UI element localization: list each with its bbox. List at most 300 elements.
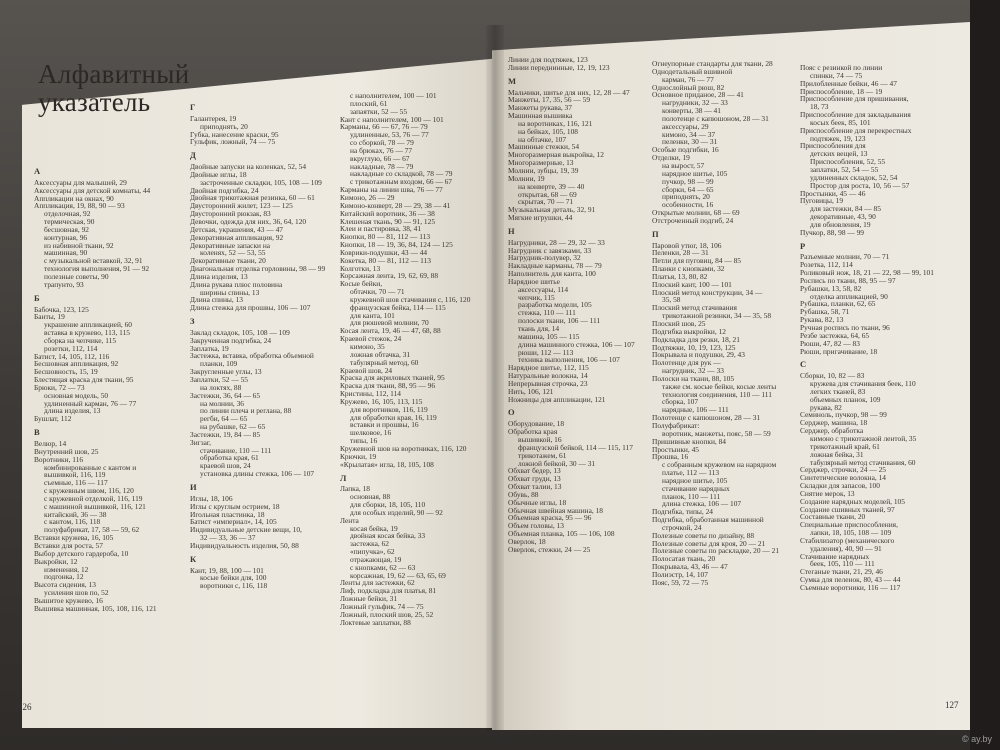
index-letter-heading: Д [190, 150, 196, 161]
index-entry: на обтачке, 107 [518, 134, 567, 144]
index-entry: воротник, манжеты, пояс, 58 — 59 [662, 428, 771, 438]
index-entry: Аппликация, 19, 88, 90 — 93 [34, 201, 125, 211]
index-entry: полезные советы, 90 [44, 271, 109, 281]
index-entry: нагрудник, 32 — 33 [662, 366, 724, 376]
index-entry: Локтевые заплатки, 88 [340, 617, 411, 627]
index-entry: карман, 76 — 77 [662, 74, 714, 84]
index-entry: пучкор, 98 — 99 [662, 176, 714, 186]
index-entry: полотенце с капюшоном, 28 — 31 [662, 113, 769, 123]
index-entry: Бабочка, 123, 125 [34, 304, 89, 314]
index-entry: Карманы, 66 — 67, 76 — 79 [340, 122, 428, 132]
index-entry: Приспособление, 18 — 19 [800, 86, 883, 96]
index-entry: Вышитое кружево, 16 [34, 595, 103, 605]
index-entry: Стабилизатор (механического [800, 535, 895, 545]
index-entry: косая бейка, 19 [350, 523, 398, 533]
index-entry: трикотажем, 61 [518, 450, 567, 460]
index-entry: Краевой шов, 24 [340, 365, 393, 375]
index-entry: аксессуары, 29 [662, 121, 709, 131]
index-entry: с кнопками, 62 — 63 [350, 562, 416, 572]
index-entry: Двусторонний рюкзак, 83 [190, 209, 271, 219]
index-entry: Двойная подгибка, 24 [190, 185, 259, 195]
index-entry: декоративные, 43, 90 [810, 212, 876, 222]
index-entry: Длина спины, 13 [190, 295, 243, 305]
index-entry: Нарядное шитье, 112, 115 [508, 363, 589, 373]
index-entry: Непрерывная строчка, 23 [508, 378, 588, 388]
index-entry: чепчик, 115 [518, 292, 555, 302]
right-page-number: 127 [945, 700, 959, 710]
index-entry: Полиэстр, 14, 107 [652, 570, 708, 579]
index-entry: Кристины, 112, 114 [340, 389, 401, 399]
index-entry: Вставки кружева, 16, 105 [34, 533, 114, 543]
index-entry: Объем головы, 13 [508, 521, 564, 531]
index-entry: Огнеупорные стандарты для ткани, 28 [652, 59, 773, 68]
index-entry: рукава, 82 [810, 402, 842, 412]
index-entry: застроченные складки, 105, 108 — 109 [200, 177, 322, 187]
index-entry: Платья, 13, 80, 82 [652, 271, 708, 281]
index-entry: для обновления, 19 [810, 219, 871, 229]
index-entry: длина стежка, 106 — 107 [662, 499, 742, 509]
index-entry: разработка модели, 105 [518, 300, 592, 310]
index-entry: длина машинного стежка, 106 — 107 [518, 339, 635, 349]
index-entry: Машинные стежки, 54 [508, 142, 580, 152]
index-entry: обтачки, 70 — 71 [350, 287, 405, 297]
index-entry: Нагрудники, 28 — 29, 32 — 33 [508, 237, 605, 247]
index-entry: Застежки, 36, 64 — 65 [190, 390, 261, 400]
index-entry: Отделки, 19 [652, 153, 690, 163]
index-entry: ткань для, 14 [518, 324, 560, 333]
index-entry: на конверте, 39 — 40 [518, 181, 585, 191]
index-entry: ложная обтачка, 31 [350, 349, 411, 359]
index-entry: Рубашки, 13, 58, 82 [800, 283, 862, 293]
index-entry: Манжеты рукава, 37 [508, 103, 572, 113]
index-entry: планок, 110 — 111 [662, 491, 721, 501]
index-entry: Пояс, 59, 72 — 75 [652, 577, 709, 587]
index-entry: трапунто, 93 [44, 279, 84, 289]
index-entry: Петли для пуговиц, 84 — 85 [652, 256, 742, 266]
index-entry: кимоно, 35 [350, 342, 385, 351]
index-entry: французская бейка, 114 — 115 [350, 302, 446, 312]
index-entry: Полуфабрикат: [652, 420, 700, 430]
index-entry: Манжеты, 17, 35, 56 — 59 [508, 95, 591, 105]
index-entry: Обычные иглы, 18 [508, 497, 567, 507]
book-cover-edge [970, 0, 1000, 750]
index-entry: полуфабрикат, 17, 58 — 59, 62 [44, 525, 140, 535]
index-entry: Кимоно-конверт, 28 — 29, 38 — 41 [340, 200, 451, 210]
index-entry: Разъемные молнии, 70 — 71 [800, 252, 890, 262]
index-entry: Съемные воротники, 116 — 117 [800, 583, 901, 592]
index-entry: Индивидуальность изделия, 50, 88 [190, 540, 299, 550]
index-entry: Зигзаг, [190, 437, 211, 447]
index-entry: Клеи и пастировка, 38, 41 [340, 224, 422, 234]
index-entry: регби, 64 — 65 [200, 414, 248, 424]
index-column-3 [340, 92, 490, 627]
index-entry: Оборудование, 18 [508, 419, 565, 429]
index-entry: Кнопки, 80 — 81, 112 — 113 [340, 232, 431, 242]
index-entry: Многоразмерная выкройка, 12 [508, 150, 604, 160]
index-entry: Составные ткани, 20 [800, 512, 866, 522]
index-entry: Мальчики, шитье для них, 12, 28 — 47 [508, 87, 630, 97]
index-entry: Подгибка, типы, 24 [652, 507, 713, 517]
index-entry: нарядное шитье, 105 [662, 168, 728, 178]
index-entry: Игольная пластинка, 18 [190, 509, 265, 519]
index-entry: Застежка, вставка, обработка объемной [190, 351, 314, 361]
index-entry: трикотажной резинки, 34 — 35, 58 [662, 311, 772, 321]
index-entry: Полотенце с капюшоном, 28 — 31 [652, 413, 761, 423]
index-entry: Кружевной шов на воротниках, 116, 120 [340, 443, 467, 453]
index-letter-heading: К [190, 553, 197, 564]
index-entry: стачивание нарядных [662, 483, 730, 493]
index-letter-heading: П [652, 228, 659, 239]
index-entry: Полезные советы по раскладке, 20 — 21 [652, 546, 780, 556]
index-entry: Складки для запасов, 100 [800, 481, 880, 491]
index-entry: на вырост, 57 [662, 160, 705, 170]
index-entry: Наполнитель для канта, 100 [508, 269, 596, 279]
index-entry: с трикотажным входом, 66 — 67 [350, 177, 453, 187]
index-entry: на воротниках, 116, 121 [518, 118, 593, 128]
index-entry: косые бейки для, 100 [200, 573, 267, 583]
index-entry: Плоский шов, 25 [652, 319, 706, 328]
index-entry: Сборки, 10, 82 — 83 [800, 371, 865, 381]
index-entry: машина, 105 — 115 [518, 331, 580, 341]
index-entry: Оверлок, 18 [508, 536, 546, 546]
index-entry: Нагрудник-полувер, 32 [508, 253, 581, 263]
index-entry: Серджер, обработка [800, 426, 864, 436]
index-entry: краевой шов, 24 [200, 461, 251, 471]
index-letter-heading: И [190, 481, 197, 492]
index-entry: коленях, 52 — 53, 55 [200, 248, 266, 258]
index-entry: сборка, 107 [662, 397, 699, 407]
index-entry: спинки, 74 — 75 [810, 70, 863, 80]
index-entry: 18, 73 [810, 102, 829, 112]
index-entry: Иглы, 18, 106 [190, 493, 233, 503]
index-entry: для рюшевой молнии, 70 [350, 318, 429, 328]
index-entry: длина изделия, 13 [44, 406, 101, 416]
index-entry: Приспособления, 52, 55 [810, 157, 886, 167]
index-entry: Снятие мерок, 13 [800, 488, 855, 498]
index-entry: плоский, 61 [350, 98, 388, 108]
index-entry: Плоский метод конструкции, 34 — [652, 287, 763, 297]
index-entry: пеленки, 30 — 31 [662, 137, 718, 147]
index-entry: планки, 109 [200, 359, 238, 369]
index-entry: отделка аппликацией, 90 [810, 291, 888, 301]
index-entry: двойная косая бейка, 33 [350, 531, 426, 541]
index-column-1 [34, 162, 184, 613]
index-column-4 [508, 56, 648, 554]
index-entry: Подгибка выкройки, 12 [652, 326, 726, 336]
index-entry: украшение аппликацией, 60 [44, 320, 132, 330]
index-entry: приподнять, 20 [200, 121, 248, 131]
index-entry: Нить, 106, 121 [508, 386, 554, 396]
index-entry: Прилобленные бейки, 46 — 47 [800, 78, 897, 88]
index-entry: Полезные советы по дизайну, 88 [652, 530, 755, 540]
index-entry: с собранным кружевом на нарядном [662, 460, 777, 470]
index-entry: Двойные запуски на коленках, 52, 54 [190, 162, 307, 172]
index-entry: Китайский воротник, 36 — 38 [340, 208, 435, 218]
index-entry: Ручная роспись по ткани, 96 [800, 323, 890, 332]
index-entry: детских вещей, 13 [810, 149, 868, 159]
index-entry: Заплатка, 19 [190, 343, 229, 353]
index-entry: ложной бейкой, 30 — 31 [518, 458, 596, 468]
index-entry: Брюки, 72 — 73 [34, 382, 85, 392]
index-entry: с кружевным швом, 116, 120 [44, 486, 134, 496]
index-entry: Длина стежка для прошвы, 106 — 107 [190, 303, 311, 313]
index-entry: Губка, нанесение краски, 95 [190, 129, 279, 139]
index-entry: контурная, 96 [44, 232, 88, 242]
index-entry: Покрывала, 43, 46 — 47 [652, 562, 728, 572]
index-entry: подгонка, 12 [44, 572, 84, 582]
left-page-number: 126 [18, 702, 32, 712]
index-entry: Декоративные запаски на [190, 240, 271, 250]
index-entry: Двойная трикотажная резинка, 60 — 61 [190, 193, 315, 203]
index-entry: легких тканей, 83 [810, 386, 866, 396]
index-entry: из набивной ткани, 92 [44, 240, 114, 250]
index-entry: «пипучка», 62 [350, 547, 395, 557]
index-entry: Открытые молнии, 68 — 69 [652, 208, 740, 218]
index-entry: Коврики-подушки, 43 — 44 [340, 247, 428, 257]
index-entry: Простынки, 45 [652, 444, 699, 454]
index-entry: Кнопки, 18 — 19, 36, 84, 124 — 125 [340, 240, 453, 250]
index-column-2 [190, 98, 340, 590]
index-entry: Специальные приспособления, [800, 520, 898, 530]
index-entry: изменения, 12 [44, 564, 89, 574]
index-entry: термическая, 90 [44, 217, 95, 227]
index-entry: Создание нарядных моделей, 105 [800, 496, 905, 506]
index-entry: вставка в кружево, 113, 115 [44, 328, 130, 338]
index-entry: табулярный метод, 60 [350, 357, 419, 367]
index-entry: Полоски на ткани, 88, 105 [652, 373, 735, 383]
index-entry: лапки, 18, 105, 108 — 109 [810, 528, 892, 538]
index-entry: Закругленные углы, 13 [190, 367, 262, 377]
index-entry: Краевой стежок, 24 [340, 334, 402, 344]
index-entry: Рубашка, планки, 62, 65 [800, 299, 876, 309]
index-entry: Однодетальный вшивной [652, 66, 733, 76]
index-entry: Однослойный рюш, 82 [652, 82, 725, 92]
index-entry: Батист «империал», 14, 105 [190, 517, 277, 527]
index-entry: Колготки, 13 [340, 263, 381, 273]
index-entry: вышивкой, 16 [518, 434, 562, 444]
index-entry: Батист, 14, 105, 112, 116 [34, 351, 110, 361]
index-entry: Обычная швейная машина, 18 [508, 505, 603, 515]
index-entry: Приспособления для [800, 141, 866, 151]
index-letter-heading: Н [508, 225, 515, 236]
index-entry: французской бейкой, 114 — 115, 117 [518, 442, 633, 452]
index-entry: Стеганые ткани, 21, 29, 46 [800, 567, 883, 577]
index-entry: трикотажный край, 61 [810, 441, 880, 451]
index-entry: Мягкие игрушки, 44 [508, 213, 573, 223]
index-entry: Блестящая краска для ткани, 95 [34, 375, 134, 385]
index-entry: Машинная вышивка [508, 111, 573, 121]
index-entry: Рубашка, 58, 71 [800, 307, 850, 317]
index-entry: Иглы с круглым острием, 18 [190, 501, 280, 511]
index-entry: Нарядное шитье [508, 276, 560, 286]
index-letter-heading: В [34, 427, 40, 438]
index-entry: кимоно с трикотажной лентой, 35 [810, 433, 917, 443]
index-entry: сборки, 64 — 65 [662, 184, 714, 194]
index-entry: заплатки, 52, 54 — 55 [810, 164, 879, 174]
index-entry: Лиф, подкладка для платья, 81 [340, 586, 437, 596]
index-entry: Кант, 19, 88, 100 — 101 [190, 565, 264, 575]
index-entry: Кокетка, 80 — 81, 112 — 113 [340, 255, 431, 265]
index-entry: с музыкальной вставкой, 32, 91 [44, 256, 143, 266]
index-entry: Гульфик, ложный, 74 — 75 [190, 137, 276, 147]
index-entry: Семиноль, пучкор, 98 — 99 [800, 410, 887, 420]
index-entry: скрытая, 70 — 71 [518, 197, 574, 207]
index-entry: застежка, 62 [350, 539, 389, 549]
index-entry: рюши, 112 — 113 [518, 347, 574, 357]
index-entry: Обувь, 88 [508, 489, 539, 499]
index-entry: запаятки, 52 — 55 [350, 106, 408, 116]
index-entry: отделочная, 92 [44, 209, 91, 219]
index-letter-heading: С [800, 359, 807, 370]
index-entry: Линии для подтяжек, 123 [508, 55, 588, 64]
index-entry: Девочки, одежда для них, 36, 64, 120 [190, 216, 307, 226]
index-entry: корсажная, 19, 62 — 63, 65, 69 [350, 570, 446, 580]
index-entry: нарядное шитье, 105 [662, 475, 728, 485]
index-entry: аксессуары, 114 [518, 284, 569, 294]
index-entry: стачивание, 110 — 111 [200, 445, 272, 455]
index-entry: Простор для роста, 10, 56 — 57 [810, 180, 910, 190]
index-entry: на брюках, 76 — 77 [350, 145, 413, 155]
index-entry: Линии переднинные, 12, 19, 123 [508, 62, 610, 72]
index-entry: Оверлок, стежки, 24 — 25 [508, 544, 591, 554]
index-entry: Бесшовность, 15, 19 [34, 367, 98, 377]
index-entry: вышивкой, 116, 119 [44, 470, 106, 480]
index-entry: Подгибка, обработанная машинной [652, 515, 764, 525]
index-entry: Аппликации на окнах, 90 [34, 193, 114, 203]
index-entry: типы, 16 [350, 436, 378, 446]
index-entry: для сборки, 18, 105, 110 [350, 500, 426, 510]
index-entry: Музыкальная деталь, 32, 91 [508, 205, 596, 215]
index-letter-heading: Г [190, 102, 196, 112]
index-entry: Индивидуальные детские вещи, 10, [190, 525, 302, 535]
index-entry: Молнии, зубцы, 19, 39 [508, 165, 579, 175]
index-entry: Сумка для пеленок, 80, 43 — 44 [800, 575, 901, 585]
index-letter-heading: М [508, 75, 517, 86]
index-entry: Объемная планка, 105 — 106, 108 [508, 529, 615, 539]
index-entry: Пучкор, 88, 98 — 99 [800, 227, 865, 237]
index-entry: ширины спины, 13 [200, 287, 260, 297]
index-entry: Резбе застежка, 64, 65 [800, 330, 870, 340]
index-column-6 [800, 64, 955, 592]
index-entry: на рубашке, 62 — 65 [200, 422, 266, 432]
index-entry: Карманы на линии шва, 76 — 77 [340, 185, 443, 195]
index-entry: Полосатая ткань, 20 [652, 554, 716, 564]
index-letter-heading: З [190, 316, 195, 327]
index-entry: Бушлат, 112 [34, 414, 72, 424]
index-entry: Рюши, 47, 82 — 83 [800, 338, 860, 348]
index-entry: Планки с кнопками, 32 [652, 264, 725, 274]
index-entry: Обработка края [508, 427, 558, 437]
index-entry: Заплатки, 52 — 55 [190, 375, 248, 384]
index-entry: стежка, 110 — 111 [518, 308, 576, 318]
index-entry: Аксессуары для малышей, 29 [34, 177, 127, 187]
title-line-1: Алфавитный [38, 59, 190, 89]
index-entry: по линии плеча и реглана, 88 [200, 406, 292, 416]
index-entry: 32 — 33, 36 — 37 [200, 533, 256, 543]
index-entry: также см. косые бейки, косые ленты [662, 381, 777, 391]
index-entry: Подтяжки, 10, 19, 123, 125 [652, 342, 736, 352]
index-entry: беек, 105, 110 — 111 [810, 559, 875, 569]
index-entry: на молнии, 36 [200, 398, 244, 408]
index-entry: Многоразмерные, 13 [508, 158, 574, 168]
index-entry: Приспособление для закладывания [800, 110, 911, 120]
index-letter-heading: О [508, 407, 515, 418]
index-entry: Банты, 19 [34, 312, 65, 322]
index-column-5 [652, 60, 802, 587]
index-entry: Обхват груди, 13 [508, 474, 561, 484]
index-entry: с кантом, 116, 118 [44, 517, 101, 527]
index-entry: «Крылатая» игла, 18, 105, 108 [340, 459, 434, 469]
index-entry: ложная бейка, 31 [810, 449, 864, 459]
index-entry: накладные со складкой, 78 — 79 [350, 169, 453, 179]
index-entry: удлиненных складок, 52, 54 [810, 172, 898, 182]
index-entry: Двойные иглы, 18 [190, 169, 247, 179]
index-entry: Нагрудник с завязками, 33 [508, 245, 592, 255]
index-entry: Детская, украшения, 43 — 47 [190, 224, 283, 234]
index-entry: шелковое, 16 [350, 428, 392, 438]
index-entry: Простынки, 45 — 46 [800, 188, 866, 198]
index-entry: Двусторонний жилет, 123 — 125 [190, 201, 293, 211]
index-entry: Клешеная ткань, 90 — 91, 125 [340, 216, 436, 226]
index-entry: Рукава, 82, 13 [800, 315, 844, 325]
index-letter-heading: А [34, 166, 41, 176]
index-entry: Заклад складок, 105, 108 — 109 [190, 327, 290, 337]
index-entry: Обхват талии, 13 [508, 482, 562, 492]
index-entry: строчкой, 24 [662, 522, 702, 532]
index-entry: для особых изделий, 90 — 92 [350, 507, 443, 517]
index-entry: установка длины стежка, 106 — 107 [200, 469, 315, 479]
index-entry: сборка на чепчике, 115 [44, 335, 117, 345]
index-entry: для застежки, 84 — 85 [810, 204, 881, 214]
index-entry: для воротников, 116, 119 [350, 404, 428, 414]
index-entry: Полотенце для рук — [652, 358, 721, 368]
index-entry: вкруглую, 66 — 67 [350, 153, 410, 163]
index-entry: Корсажная лента, 19, 62, 69, 88 [340, 271, 439, 281]
index-entry: Отстроченный подгиб, 24 [652, 215, 734, 225]
index-entry: Внутренний шов, 25 [34, 446, 99, 456]
index-entry: для канта, 101 [350, 310, 395, 320]
index-entry: приподнять, 20 [662, 192, 710, 202]
page-title [38, 60, 190, 116]
index-entry: вставки и прошвы, 16 [350, 420, 419, 430]
index-entry: полоски ткани, 106 — 111 [518, 316, 601, 326]
index-entry: Розетка, 112, 114 [800, 260, 853, 270]
index-entry: Кимоно, 26 — 29 [340, 192, 395, 202]
index-entry: Ложные бейки, 31 [340, 594, 398, 604]
index-entry: Кружево, 16, 105, 113, 115 [340, 396, 423, 406]
index-entry: Плоский кант, 100 — 101 [652, 279, 732, 289]
index-entry: Лента [340, 515, 359, 525]
index-entry: технология выполнения, 91 — 92 [44, 264, 150, 274]
index-entry: Краска для ткани, 88, 95 — 96 [340, 381, 436, 391]
index-entry: Аксессуары для детской комнаты, 44 [34, 185, 151, 195]
index-entry: Пеленки, 28 — 31 [652, 248, 709, 258]
index-letter-heading: Р [800, 240, 806, 251]
index-entry: конверты, 38 — 41 [662, 106, 721, 116]
index-entry: Высота сидения, 13 [34, 580, 96, 590]
index-entry: комбинированные с кантом и [44, 462, 137, 472]
index-entry: Длина рукава плюс половина [190, 279, 283, 289]
index-entry: Косая лента, 19, 46 — 47, 68, 88 [340, 326, 441, 336]
index-entry: объемных планок, 109 [810, 394, 881, 404]
index-entry: Кант с наполнителем, 100 — 101 [340, 114, 444, 124]
index-entry: съемные, 116 — 117 [44, 478, 108, 488]
index-entry: Бесшовная аппликация, 92 [34, 359, 119, 369]
index-entry: техника выполнения, 106 — 107 [518, 355, 620, 365]
index-entry: Роликовый нож, 18, 21 — 22, 98 — 99, 101 [800, 268, 934, 278]
index-entry: Рюши, пригачивание, 18 [800, 346, 878, 356]
index-entry: Краска для акриловых тканей, 95 [340, 373, 445, 383]
